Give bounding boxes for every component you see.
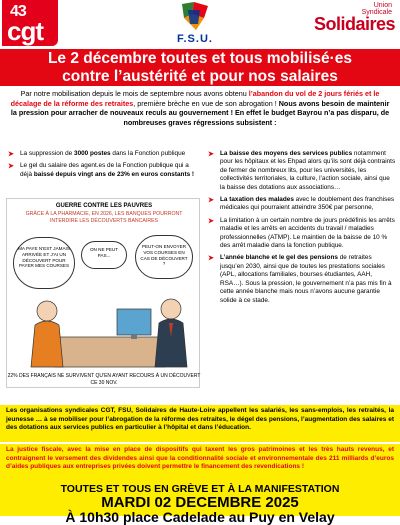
cta-location: À 10h30 place Cadelade au Puy en Velay [65, 509, 335, 525]
speech-bubble-customer: MA PAYE N’EST JAMAIS ARRIVÉE ET J’AI UN DÉCOUVERT POUR PAYER MES COURSES [13, 237, 75, 289]
right-bullet-1-bold: La baisse des moyens des services publics [220, 150, 353, 157]
right-bullet-4-post: de retraites jusqu’en 2030, ainsi que de toutes les prestations sociales (APL, allocations familiales, bourses étudiantes, AAH, RSA…). Sous la pression, le gouvernement n’a pas mis fin à cette année blanche mais nous n’avons aucune garantie solide à ce stade. [220, 254, 392, 304]
speech-bubble-middle: ON NE PEUT PAS... [81, 241, 127, 269]
right-bullet-4 [206, 254, 396, 304]
call-paragraph: Les organisations syndicales CGT, FSU, Solidaires de Haute-Loire appellent les salariés, les sans-emplois, les retraités, la jeunesse … à se mobiliser pour l’abrogation de la réforme des retraites, le dégel des pensions, l’augmentation des salaires et des dotations aux services publics en particulier à l’hôpital et dans l’éducation. [0, 405, 400, 442]
title-line-1: Le 2 décembre toutes et tous mobilisé·es [47, 50, 353, 67]
cgt-logo-text: cgt [7, 16, 43, 46]
intro-highlight: l’abandon du vol de 2 jours fériés et le décalage de la réforme des retraites [10, 89, 380, 108]
left-bullet-1-post: dans la Fonction publique [110, 150, 186, 157]
fsu-logo-text: F.S.U. [177, 33, 213, 45]
arrow-icon: ➤ [208, 197, 214, 205]
intro-text-2: , première brèche en vue de son abrogation ! [133, 98, 279, 108]
intro-bold: Nous avons besoin de maintenir la pression pour arracher de nouveaux reculs au gouvernement ! En effet le budget Bayrou n’a pas disparu, de nombreuses graves régressions subsistent : [10, 98, 390, 127]
cgt-logo [2, 0, 58, 46]
left-bullet-2 [6, 162, 200, 179]
cartoon-subtitle: GRÂCE À LA PHARMACIE, EN 2026, LES BANQUES POURRONT INTERDIRE LES DÉCOUVERTS BANCAIRES [25, 211, 183, 224]
right-bullet-1-post: notamment pour les hôpitaux et les Ehpad alors qu’ils sont déjà contraints de fermer de nombreux lits, pour les universités, les collectivités territoriales, la culture, l’action sociale, ainsi que la baisse des dotations aux associations… [220, 150, 396, 191]
right-bullet-3-post: La limitation à un certain nombre de jours prédéfinis les arrêts maladie et les arrêts en accidents du travail / maladies professionnelles (ATMP). Le maintien de la baisse de 10 % des arrêt maladie dans la fonction publique. [220, 216, 395, 250]
left-bullet-2-pre: Le gel du salaire des agent.es de la Fonction publique qui a déjà [20, 162, 189, 178]
title-line-2: contre l’austérité et pour nos salaires [62, 68, 338, 85]
arrow-icon: ➤ [208, 255, 214, 263]
fiscal-justice-paragraph: La justice fiscale, avec la mise en place de dispositifs qui taxent les gros patrimoines et les très hauts revenus, et contraignent le versement des dividendes ainsi que la conditionnalité sociale et environnementale des 211 milliards d’euros d’aides publiques aux entreprises privées doivent permettre le financement des revendications ! [0, 444, 400, 482]
cartoon-illustration [6, 198, 200, 388]
cgt-logo-number: 43 [10, 3, 26, 20]
fsu-logo [170, 0, 220, 48]
intro-paragraph [8, 89, 392, 127]
title-band [0, 49, 400, 86]
cartoon-caption: 22% DES FRANÇAIS NE SURVIVENT QU’EN AYANT RECOURS À UN DÉCOUVERT CE 30 NOV. [7, 373, 201, 386]
left-bullet-1-bold: 3000 postes [74, 150, 111, 157]
right-bullet-1 [206, 150, 396, 192]
right-bullet-2-bold: La taxation des malades [220, 196, 294, 204]
cartoon-drawing [7, 289, 201, 371]
right-bullet-4-bold: L’année blanche et le gel des pensions [220, 254, 338, 262]
solidaires-logo-text: Solidaires [314, 14, 396, 34]
intro-text-1: Par notre mobilisation depuis le mois de septembre nous avons obtenu [20, 89, 249, 98]
arrow-icon: ➤ [8, 151, 14, 158]
header-logos [0, 0, 400, 48]
arrow-icon: ➤ [208, 151, 214, 158]
left-bullet-2-bold: baissé depuis vingt ans de 23% en euros constants ! [33, 170, 195, 178]
speech-bubble-banker: PEUT-ON ENVOYER VOS COURSES EN CAS DE DÉCOUVERT ? [135, 235, 193, 279]
arrow-icon: ➤ [208, 217, 214, 225]
right-bullet-2 [206, 196, 396, 213]
solidaires-logo [314, 2, 398, 46]
arrow-icon: ➤ [8, 163, 14, 171]
right-bullet-3 [206, 217, 396, 251]
cta-date: MARDI 02 DECEMBRE 2025 [101, 494, 299, 511]
cartoon-title: GUERRE CONTRE LES PAUVRES [55, 203, 153, 209]
cta-line-1: TOUTES ET TOUS EN GRÈVE ET À LA MANIFESTATION [60, 483, 340, 495]
right-column [206, 150, 396, 309]
right-bullet-2-post: avec le doublement des franchises médicales qui pourraient atteindre 350€ par personne, [220, 196, 395, 212]
solidaires-union-text: Union Syndicale [361, 2, 392, 16]
call-to-action [0, 482, 400, 525]
left-bullet-1 [6, 150, 200, 158]
fsu-logo-icon [178, 0, 212, 32]
left-column [6, 150, 200, 183]
left-bullet-1-pre: La suppression de [20, 150, 75, 157]
